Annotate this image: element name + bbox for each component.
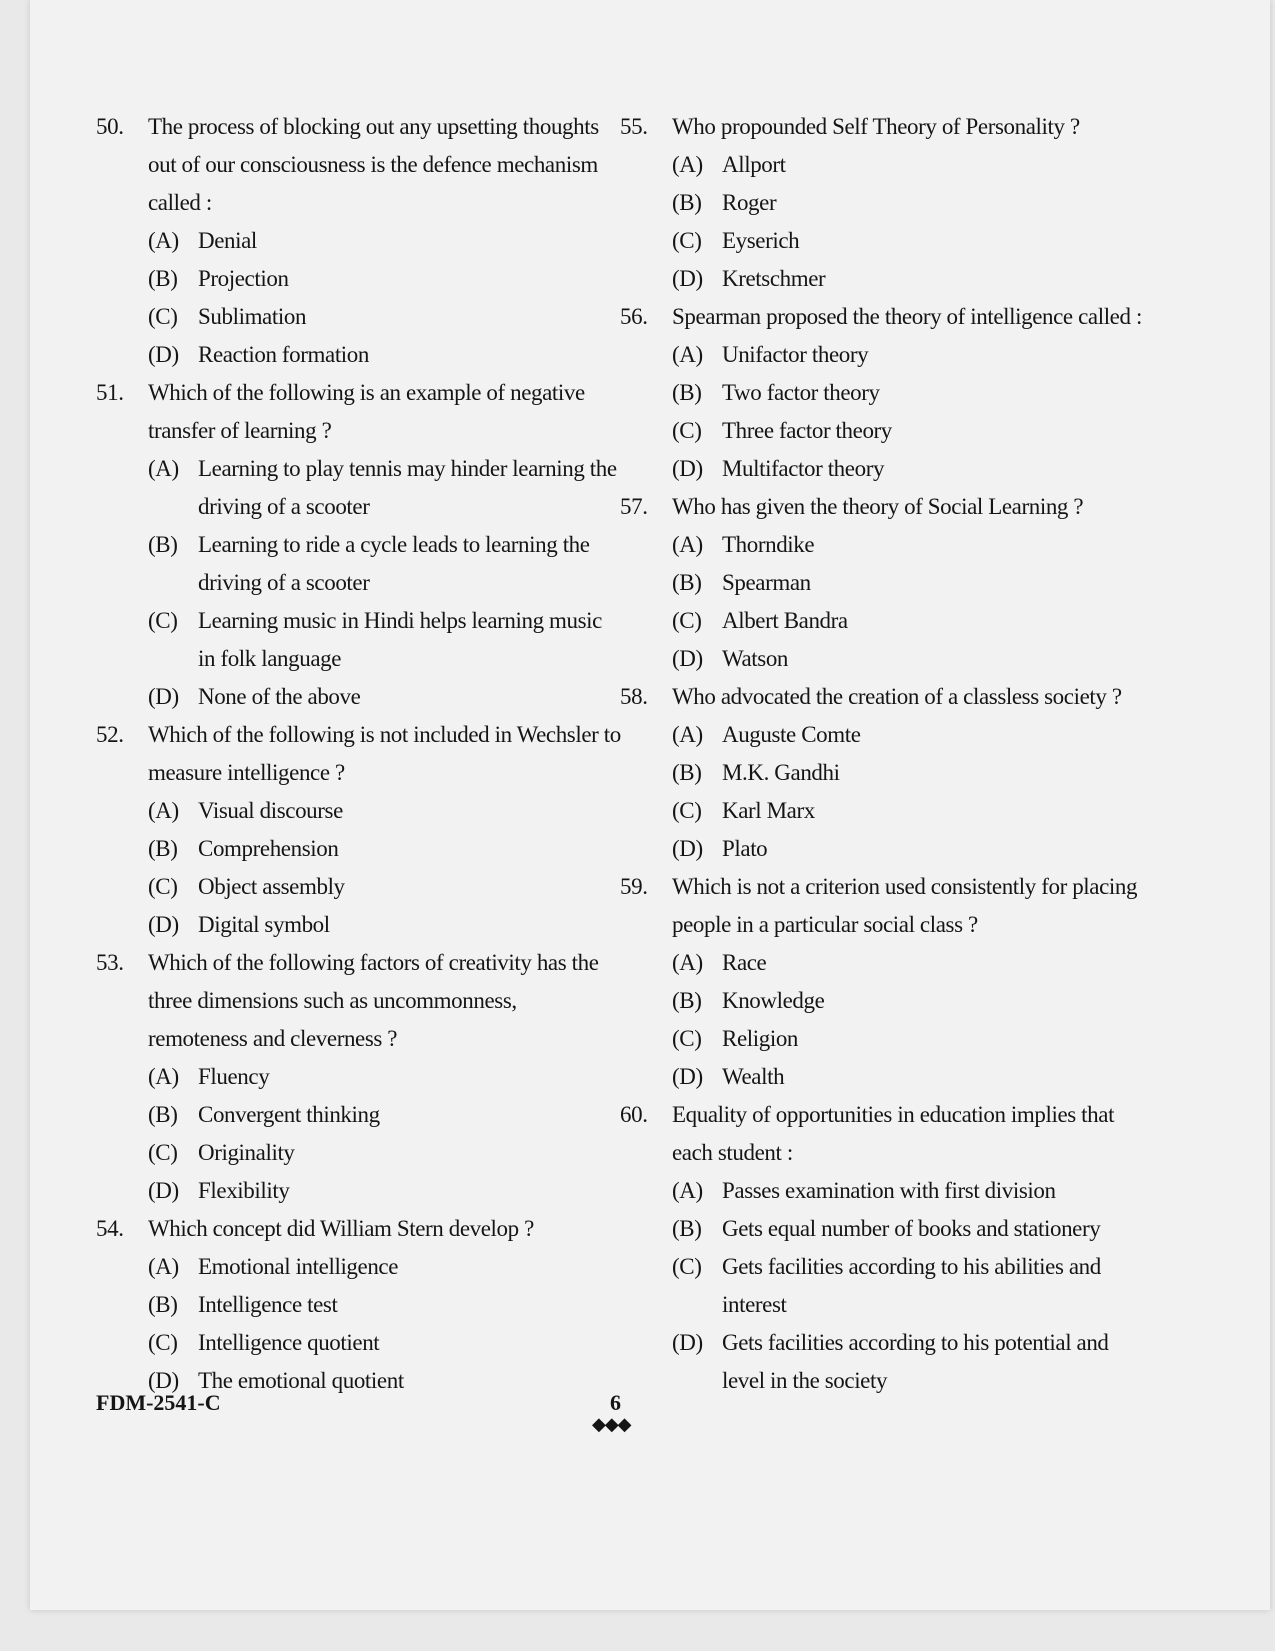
option-label: (A) — [148, 1064, 179, 1089]
option-b — [148, 830, 621, 868]
question-text: Which of the following is an example of negative transfer of learning ? — [148, 380, 585, 443]
options-list — [672, 146, 1150, 298]
option-c — [148, 298, 621, 336]
option-label: (C) — [672, 228, 702, 253]
option-label: (B) — [148, 1292, 178, 1317]
option-label: (A) — [672, 722, 703, 747]
option-label: (A) — [672, 532, 703, 557]
question-55 — [620, 108, 1150, 298]
option-d — [148, 336, 621, 374]
question-number: 56. — [620, 304, 648, 329]
options-list — [148, 1248, 621, 1400]
options-list — [148, 450, 621, 716]
option-d — [672, 1058, 1150, 1096]
option-text: Race — [722, 950, 767, 975]
option-label: (C) — [672, 1026, 702, 1051]
option-c — [672, 602, 1150, 640]
diamond-ornament-icon: ◆◆◆ — [592, 1414, 631, 1434]
question-50 — [96, 108, 621, 374]
option-a — [148, 1058, 621, 1096]
options-list — [672, 944, 1150, 1096]
option-a — [148, 222, 621, 260]
option-label: (C) — [148, 1330, 178, 1355]
option-text: Allport — [722, 152, 786, 177]
option-text: Roger — [722, 190, 777, 215]
option-label: (D) — [148, 1178, 179, 1203]
option-label: (B) — [148, 532, 178, 557]
option-a — [672, 526, 1150, 564]
option-text: Comprehension — [198, 836, 339, 861]
question-57 — [620, 488, 1150, 678]
option-b — [672, 1210, 1150, 1248]
question-53 — [96, 944, 621, 1210]
option-label: (B) — [672, 380, 702, 405]
option-text: Knowledge — [722, 988, 825, 1013]
option-text: Emotional intelligence — [198, 1254, 399, 1279]
options-list — [148, 1058, 621, 1210]
option-label: (B) — [672, 1216, 702, 1241]
option-text: Digital symbol — [198, 912, 330, 937]
question-number: 60. — [620, 1102, 648, 1127]
option-label: (A) — [672, 152, 703, 177]
question-text: Which of the following factors of creativity has the three dimensions such as uncommonness, remoteness and cleverness ? — [148, 950, 599, 1051]
option-text: Gets equal number of books and stationery — [722, 1216, 1101, 1241]
question-text: Equality of opportunities in education implies that each student : — [672, 1102, 1115, 1165]
left-column — [96, 108, 621, 1400]
option-a — [672, 716, 1150, 754]
option-c — [672, 412, 1150, 450]
paper-code: FDM-2541-C — [96, 1390, 221, 1415]
question-text: Who has given the theory of Social Learning ? — [672, 494, 1084, 519]
option-text: Passes examination with first division — [722, 1178, 1056, 1203]
option-text: Learning music in Hindi helps learning music in folk language — [198, 608, 602, 671]
option-label: (C) — [672, 608, 702, 633]
option-a — [672, 1172, 1150, 1210]
option-text: Three factor theory — [722, 418, 892, 443]
option-b — [148, 526, 621, 602]
option-c — [148, 602, 621, 678]
option-d — [148, 678, 621, 716]
option-text: Convergent thinking — [198, 1102, 380, 1127]
option-c — [672, 1020, 1150, 1058]
option-text: Karl Marx — [722, 798, 815, 823]
option-text: Intelligence test — [198, 1292, 338, 1317]
option-label: (C) — [148, 874, 178, 899]
option-c — [148, 1134, 621, 1172]
option-label: (D) — [672, 1330, 703, 1355]
option-text: Watson — [722, 646, 789, 671]
option-label: (C) — [148, 304, 178, 329]
option-text: Unifactor theory — [722, 342, 869, 367]
option-b — [672, 982, 1150, 1020]
option-label: (A) — [148, 798, 179, 823]
option-text: M.K. Gandhi — [722, 760, 840, 785]
option-text: Wealth — [722, 1064, 785, 1089]
option-label: (A) — [148, 456, 179, 481]
question-text: Which of the following is not included in Wechsler to measure intelligence ? — [148, 722, 621, 785]
option-text: Flexibility — [198, 1178, 290, 1203]
option-label: (A) — [672, 950, 703, 975]
option-text: Spearman — [722, 570, 811, 595]
right-column — [620, 108, 1150, 1400]
option-label: (C) — [148, 608, 178, 633]
question-text: Who propounded Self Theory of Personality ? — [672, 114, 1080, 139]
option-text: Learning to play tennis may hinder learning the driving of a scooter — [198, 456, 617, 519]
option-c — [672, 792, 1150, 830]
option-d — [148, 1172, 621, 1210]
question-number: 59. — [620, 874, 648, 899]
question-number: 51. — [96, 380, 124, 405]
option-label: (D) — [672, 836, 703, 861]
options-list — [672, 716, 1150, 868]
option-text: Thorndike — [722, 532, 815, 557]
option-label: (B) — [148, 266, 178, 291]
option-text: Fluency — [198, 1064, 270, 1089]
option-label: (D) — [672, 456, 703, 481]
option-a — [148, 792, 621, 830]
options-list — [148, 222, 621, 374]
question-51 — [96, 374, 621, 716]
option-text: Auguste Comte — [722, 722, 861, 747]
option-label: (D) — [672, 646, 703, 671]
option-b — [672, 564, 1150, 602]
option-label: (A) — [148, 1254, 179, 1279]
option-label: (D) — [672, 1064, 703, 1089]
option-label: (C) — [672, 418, 702, 443]
option-text: Originality — [198, 1140, 295, 1165]
option-c — [672, 1248, 1150, 1324]
option-a — [148, 450, 621, 526]
option-d — [672, 640, 1150, 678]
options-list — [672, 1172, 1150, 1400]
option-label: (D) — [148, 912, 179, 937]
option-d — [672, 1324, 1150, 1400]
option-label: (D) — [672, 266, 703, 291]
question-number: 54. — [96, 1216, 124, 1241]
option-text: Denial — [198, 228, 257, 253]
question-54 — [96, 1210, 621, 1400]
option-text: Projection — [198, 266, 289, 291]
option-label: (C) — [672, 798, 702, 823]
option-a — [672, 146, 1150, 184]
option-label: (B) — [148, 1102, 178, 1127]
option-b — [672, 374, 1150, 412]
option-label: (B) — [672, 190, 702, 215]
option-a — [672, 944, 1150, 982]
option-c — [148, 1324, 621, 1362]
option-label: (B) — [672, 988, 702, 1013]
option-label: (D) — [148, 684, 179, 709]
option-text: Learning to ride a cycle leads to learning the driving of a scooter — [198, 532, 590, 595]
option-text: Object assembly — [198, 874, 345, 899]
options-list — [148, 792, 621, 944]
option-text: Intelligence quotient — [198, 1330, 380, 1355]
options-list — [672, 336, 1150, 488]
question-number: 53. — [96, 950, 124, 975]
question-52 — [96, 716, 621, 944]
option-text: Two factor theory — [722, 380, 880, 405]
page-number: 6 — [610, 1390, 621, 1415]
option-d — [148, 906, 621, 944]
option-d — [672, 260, 1150, 298]
option-text: Gets facilities according to his abilities and interest — [722, 1254, 1101, 1317]
option-b — [672, 184, 1150, 222]
option-label: (A) — [148, 228, 179, 253]
option-a — [672, 336, 1150, 374]
question-number: 57. — [620, 494, 648, 519]
question-text: The process of blocking out any upsetting thoughts out of our consciousness is the defence mechanism called : — [148, 114, 599, 215]
option-label: (B) — [672, 570, 702, 595]
option-text: Gets facilities according to his potential and level in the society — [722, 1330, 1109, 1393]
option-text: None of the above — [198, 684, 361, 709]
question-text: Which concept did William Stern develop ? — [148, 1216, 534, 1241]
exam-page — [30, 0, 1270, 1610]
question-number: 58. — [620, 684, 648, 709]
question-text: Spearman proposed the theory of intelligence called : — [672, 304, 1142, 329]
option-label: (D) — [148, 1368, 179, 1393]
option-b — [148, 1286, 621, 1324]
question-number: 52. — [96, 722, 124, 747]
question-60 — [620, 1096, 1150, 1400]
option-b — [672, 754, 1150, 792]
option-label: (C) — [148, 1140, 178, 1165]
option-text: Reaction formation — [198, 342, 369, 367]
question-58 — [620, 678, 1150, 868]
option-d — [672, 830, 1150, 868]
options-list — [672, 526, 1150, 678]
option-text: Plato — [722, 836, 768, 861]
option-text: Eyserich — [722, 228, 800, 253]
option-label: (D) — [148, 342, 179, 367]
question-number: 55. — [620, 114, 648, 139]
option-label: (B) — [148, 836, 178, 861]
option-label: (C) — [672, 1254, 702, 1279]
option-a — [148, 1248, 621, 1286]
option-text: Visual discourse — [198, 798, 343, 823]
question-59 — [620, 868, 1150, 1096]
question-text: Which is not a criterion used consistently for placing people in a particular social class ? — [672, 874, 1138, 937]
option-text: Albert Bandra — [722, 608, 848, 633]
option-c — [148, 868, 621, 906]
option-text: The emotional quotient — [198, 1368, 404, 1393]
question-56 — [620, 298, 1150, 488]
option-b — [148, 260, 621, 298]
option-label: (A) — [672, 1178, 703, 1203]
option-text: Kretschmer — [722, 266, 826, 291]
option-b — [148, 1096, 621, 1134]
option-label: (A) — [672, 342, 703, 367]
option-label: (B) — [672, 760, 702, 785]
option-text: Multifactor theory — [722, 456, 885, 481]
option-text: Religion — [722, 1026, 799, 1051]
option-d — [672, 450, 1150, 488]
option-c — [672, 222, 1150, 260]
question-text: Who advocated the creation of a classless society ? — [672, 684, 1122, 709]
question-number: 50. — [96, 114, 124, 139]
option-text: Sublimation — [198, 304, 307, 329]
